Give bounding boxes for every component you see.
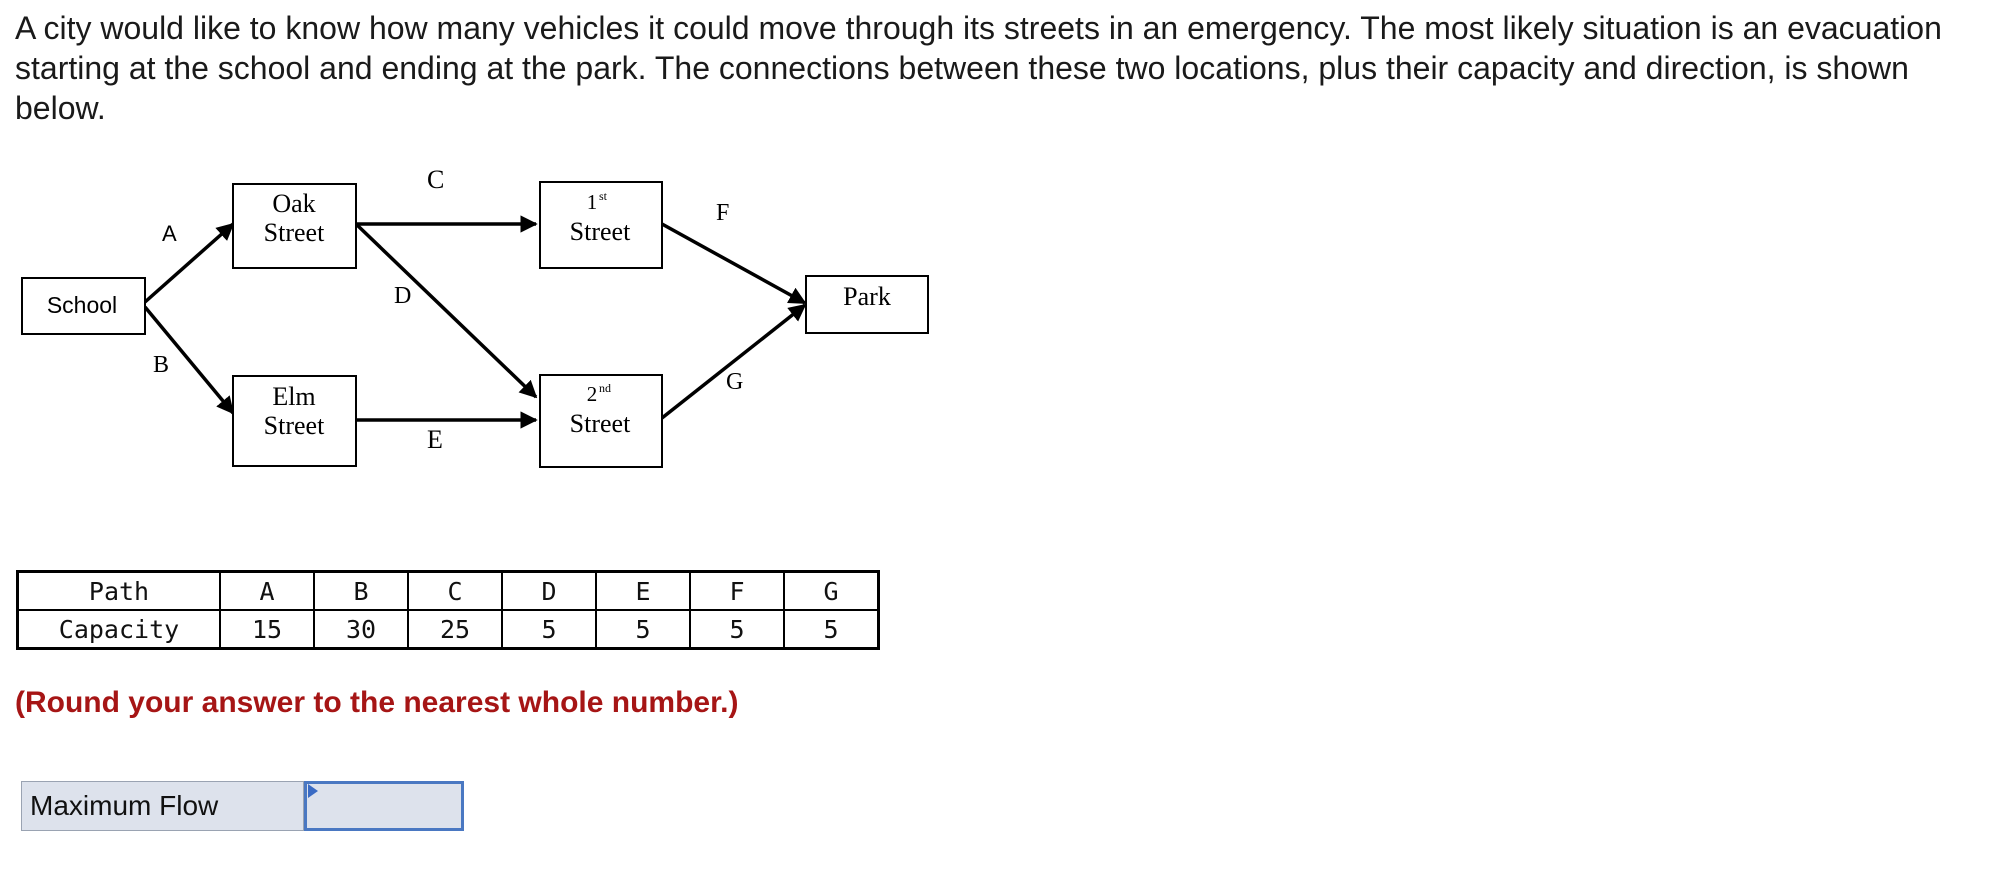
- svg-text:1: 1: [586, 190, 598, 214]
- network-diagram: [0, 160, 940, 480]
- edge-label-f: F: [716, 200, 730, 226]
- path-cell: B: [314, 572, 408, 611]
- node-oak-street: [233, 184, 356, 268]
- capacity-cell: 5: [596, 610, 690, 649]
- svg-text:Oak: Oak: [272, 189, 316, 218]
- svg-text:Street: Street: [263, 218, 325, 247]
- capacity-cell: 30: [314, 610, 408, 649]
- edge-d: [356, 224, 536, 397]
- edge-label-b: B: [153, 352, 170, 378]
- rounding-hint: (Round your answer to the nearest whole number.): [15, 686, 739, 719]
- capacity-cell: 5: [784, 610, 879, 649]
- edge-label-e: E: [427, 425, 443, 454]
- input-flag-icon: [308, 784, 318, 798]
- path-cell: C: [408, 572, 502, 611]
- maximum-flow-label: Maximum Flow: [21, 781, 304, 831]
- svg-text:2: 2: [586, 382, 598, 406]
- path-cell: A: [220, 572, 314, 611]
- capacity-cell: 25: [408, 610, 502, 649]
- node-elm-street: [233, 376, 356, 466]
- svg-text:Street: Street: [569, 217, 631, 246]
- svg-text:School: School: [46, 292, 118, 318]
- capacity-cell: 15: [220, 610, 314, 649]
- capacity-table: [16, 570, 880, 650]
- answer-input-wrapper: [304, 781, 464, 831]
- node-school: [22, 278, 145, 334]
- edge-label-d: D: [394, 283, 412, 309]
- table-row: [18, 610, 879, 649]
- capacity-cell: 5: [502, 610, 596, 649]
- maximum-flow-input[interactable]: [304, 781, 464, 831]
- answer-row: [21, 781, 464, 831]
- svg-text:st: st: [599, 189, 608, 203]
- capacity-cell: 5: [690, 610, 784, 649]
- svg-text:Park: Park: [843, 282, 891, 311]
- table-row-header: Path: [18, 572, 221, 611]
- edge-label-a: A: [162, 221, 177, 246]
- path-cell: G: [784, 572, 879, 611]
- table-row-header: Capacity: [18, 610, 221, 649]
- svg-text:nd: nd: [599, 381, 611, 395]
- svg-text:Street: Street: [569, 409, 631, 438]
- svg-text:Street: Street: [263, 411, 325, 440]
- svg-text:Elm: Elm: [272, 382, 316, 411]
- edge-g: [662, 305, 805, 418]
- node-1st-street: [540, 182, 662, 268]
- edge-label-c: C: [427, 165, 445, 194]
- edge-a: [145, 224, 233, 302]
- path-cell: D: [502, 572, 596, 611]
- table-row: [18, 572, 879, 611]
- node-park: [806, 276, 928, 333]
- node-2nd-street: [540, 375, 662, 467]
- path-cell: E: [596, 572, 690, 611]
- edge-f: [662, 224, 805, 303]
- question-text: A city would like to know how many vehicles it could move through its streets in an emergency. The most likely situation is an evacuation starting at the school and ending at the park. The connections between these two locations, plus their capacity and direction, is shown below.: [15, 10, 1942, 126]
- path-cell: F: [690, 572, 784, 611]
- edge-label-g: G: [726, 369, 744, 395]
